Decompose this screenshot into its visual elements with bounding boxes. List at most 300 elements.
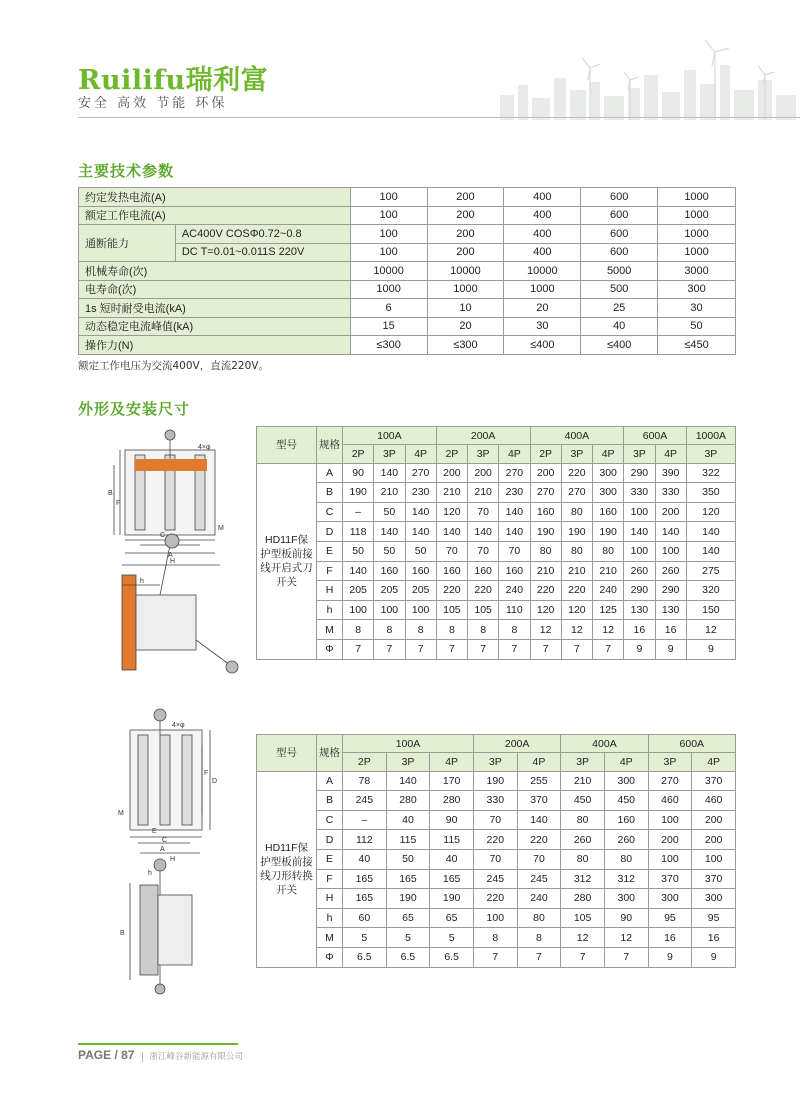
table-cell: 20 <box>427 317 504 336</box>
svg-text:B: B <box>120 930 125 937</box>
table-cell: 65 <box>386 908 430 928</box>
table-cell: ≤400 <box>581 336 658 355</box>
table-cell: 280 <box>561 889 605 909</box>
table-cell: 300 <box>604 771 648 791</box>
table-row <box>79 336 736 355</box>
table-cell: 200 <box>655 502 686 522</box>
dimension-key: h <box>317 600 343 620</box>
table-cell: 1000 <box>658 243 736 262</box>
dimension-key: H <box>317 581 343 601</box>
table-cell: 65 <box>430 908 474 928</box>
table-cell: 320 <box>686 581 735 601</box>
table-cell: 400 <box>504 243 581 262</box>
drawing-open-knife-switch <box>100 425 250 695</box>
table-cell: 240 <box>499 581 530 601</box>
table-cell: 140 <box>655 522 686 542</box>
table-cell: 190 <box>561 522 592 542</box>
row-label: 动态稳定电流峰值(kA) <box>79 317 351 336</box>
dimension-table-open-switch <box>256 426 736 660</box>
table-cell: 220 <box>473 830 517 850</box>
table-cell: 160 <box>593 502 624 522</box>
header-pole: 3P <box>648 753 692 771</box>
table-cell: 90 <box>430 810 474 830</box>
svg-text:A: A <box>160 846 165 853</box>
table-row <box>257 928 736 948</box>
table-cell: 260 <box>655 561 686 581</box>
table-cell: 220 <box>473 889 517 909</box>
table-cell: 245 <box>343 791 387 811</box>
table-cell: 3000 <box>658 262 736 281</box>
header-pole: 2P <box>436 445 467 463</box>
svg-text:h: h <box>140 578 144 585</box>
table-row <box>257 908 736 928</box>
table-cell: 370 <box>648 869 692 889</box>
table-cell: 160 <box>499 561 530 581</box>
table-cell: 7 <box>561 639 592 659</box>
table-cell: 160 <box>530 502 561 522</box>
svg-text:C: C <box>160 532 166 539</box>
table-row <box>257 600 736 620</box>
table-cell: 8 <box>343 620 374 640</box>
table-cell: 100 <box>350 206 427 225</box>
row-sublabel: AC400V COSΦ0.72~0.8 <box>175 225 350 244</box>
table-row <box>257 830 736 850</box>
table-row <box>257 581 736 601</box>
table-cell: 7 <box>436 639 467 659</box>
svg-text:M: M <box>218 525 224 532</box>
table-cell: 150 <box>686 600 735 620</box>
table-cell: 170 <box>430 771 474 791</box>
table-cell: 460 <box>648 791 692 811</box>
table-cell: 190 <box>386 889 430 909</box>
table-cell: 12 <box>530 620 561 640</box>
svg-text:H: H <box>170 558 176 565</box>
table-cell: 1000 <box>658 225 736 244</box>
dimension-key: B <box>317 483 343 503</box>
dimension-key: D <box>317 830 343 850</box>
table-cell: 80 <box>604 849 648 869</box>
table-cell: 7 <box>604 947 648 967</box>
table-cell: 8 <box>473 928 517 948</box>
table-cell: 6.5 <box>430 947 474 967</box>
table-cell: 9 <box>655 639 686 659</box>
table-row <box>79 262 736 281</box>
table-row <box>257 561 736 581</box>
table-cell: 100 <box>343 600 374 620</box>
table-cell: 9 <box>686 639 735 659</box>
table-row <box>257 639 736 659</box>
table-cell: 330 <box>473 791 517 811</box>
dimension-key: C <box>317 502 343 522</box>
table-cell: 140 <box>343 561 374 581</box>
table-cell: 90 <box>343 463 374 483</box>
table-cell: 200 <box>692 830 736 850</box>
table-cell: 10000 <box>504 262 581 281</box>
table-cell: 8 <box>436 620 467 640</box>
table-cell: 7 <box>561 947 605 967</box>
section-title-dimensions: 外形及安装尺寸 <box>78 400 191 418</box>
table-cell: 7 <box>499 639 530 659</box>
table-cell: ≤400 <box>504 336 581 355</box>
table-cell: ≤300 <box>350 336 427 355</box>
table-cell: 130 <box>624 600 655 620</box>
header-current-group: 400A <box>561 735 648 753</box>
table-cell: 450 <box>561 791 605 811</box>
model-name: HD11F保护型板前接线开启式刀开关 <box>257 463 317 659</box>
dimension-key: F <box>317 561 343 581</box>
table-cell: 205 <box>343 581 374 601</box>
table-cell: 40 <box>581 317 658 336</box>
table-row <box>257 541 736 561</box>
table-cell: 30 <box>504 317 581 336</box>
table-cell: 7 <box>468 639 499 659</box>
table-cell: 100 <box>473 908 517 928</box>
table-cell: 210 <box>468 483 499 503</box>
table-cell: 220 <box>517 830 561 850</box>
table-cell: 7 <box>405 639 436 659</box>
table-row <box>257 463 736 483</box>
dimension-key: M <box>317 620 343 640</box>
table-cell: 5 <box>430 928 474 948</box>
label-holes: 4×φ <box>198 444 211 451</box>
table-cell: 1000 <box>658 206 736 225</box>
dimension-key: H <box>317 889 343 909</box>
header-pole: 4P <box>499 445 530 463</box>
header-row <box>257 735 736 753</box>
table-cell: 280 <box>430 791 474 811</box>
table-row <box>79 206 736 225</box>
table-cell: 330 <box>624 483 655 503</box>
table-cell: 100 <box>374 600 405 620</box>
table-cell: 70 <box>517 849 561 869</box>
table-cell: 350 <box>686 483 735 503</box>
table-cell: 270 <box>530 483 561 503</box>
table-cell: 370 <box>517 791 561 811</box>
table-cell: 10000 <box>427 262 504 281</box>
table-cell: 370 <box>692 771 736 791</box>
voltage-note: 额定工作电压为交流400V，直流220V。 <box>78 360 269 372</box>
table-cell: 125 <box>593 600 624 620</box>
table-cell: 220 <box>561 463 592 483</box>
table-cell: 9 <box>624 639 655 659</box>
table-cell: 300 <box>648 889 692 909</box>
table-cell: 50 <box>343 541 374 561</box>
table-cell: 140 <box>686 541 735 561</box>
city-skyline-illustration <box>490 40 800 120</box>
table-cell: 140 <box>686 522 735 542</box>
table-cell: 190 <box>430 889 474 909</box>
header-pole: 2P <box>343 753 387 771</box>
footer-divider <box>78 1043 238 1045</box>
header-current-group: 600A <box>648 735 735 753</box>
table-cell: 245 <box>517 869 561 889</box>
header-current-group: 600A <box>624 427 687 445</box>
table-cell: 255 <box>517 771 561 791</box>
header-pole: 4P <box>405 445 436 463</box>
table-cell: 400 <box>504 225 581 244</box>
header-pole: 4P <box>604 753 648 771</box>
table-cell: 270 <box>561 483 592 503</box>
table-cell: 120 <box>561 600 592 620</box>
svg-text:D: D <box>212 778 218 785</box>
table-cell: 50 <box>405 541 436 561</box>
table-cell: 140 <box>405 522 436 542</box>
table-cell: 312 <box>561 869 605 889</box>
table-cell: 105 <box>468 600 499 620</box>
header-current-group: 100A <box>343 735 474 753</box>
table-row <box>257 620 736 640</box>
table-row <box>257 947 736 967</box>
table-cell: 245 <box>473 869 517 889</box>
table-cell: 290 <box>655 581 686 601</box>
svg-text:h: h <box>148 870 152 877</box>
table-cell: 190 <box>530 522 561 542</box>
table-cell: 400 <box>504 188 581 207</box>
tech-params-table <box>78 187 736 355</box>
table-cell: 8 <box>499 620 530 640</box>
table-cell: 200 <box>648 830 692 850</box>
table-cell: 60 <box>343 908 387 928</box>
table-cell: 275 <box>686 561 735 581</box>
page-header <box>0 0 800 120</box>
table-cell: 80 <box>561 849 605 869</box>
company-name: 浙江峰谷新能源有限公司 <box>142 1052 243 1062</box>
drawing-changeover-knife-switch <box>110 705 230 995</box>
table-cell: 12 <box>561 620 592 640</box>
table-cell: 16 <box>692 928 736 948</box>
table-cell: 160 <box>405 561 436 581</box>
table-cell: 16 <box>624 620 655 640</box>
table-cell: 80 <box>561 810 605 830</box>
header-pole: 3P <box>386 753 430 771</box>
dimension-key: M <box>317 928 343 948</box>
row-label: 操作力(N) <box>79 336 351 355</box>
dimension-key: A <box>317 771 343 791</box>
table-cell: 600 <box>581 188 658 207</box>
dimension-key: C <box>317 810 343 830</box>
table-cell: 160 <box>468 561 499 581</box>
table-cell: 100 <box>350 243 427 262</box>
table-cell: 80 <box>561 502 592 522</box>
section-title-tech-params: 主要技术参数 <box>78 162 175 180</box>
table-cell: 322 <box>686 463 735 483</box>
table-cell: 210 <box>593 561 624 581</box>
table-cell: 165 <box>343 889 387 909</box>
table-cell: 300 <box>604 889 648 909</box>
table-row <box>79 317 736 336</box>
header-divider <box>78 117 800 118</box>
table-cell: 50 <box>386 849 430 869</box>
table-cell: 95 <box>692 908 736 928</box>
header-spec: 规格 <box>317 735 343 772</box>
table-cell: 160 <box>374 561 405 581</box>
table-cell: 290 <box>624 463 655 483</box>
table-cell: 105 <box>561 908 605 928</box>
table-cell: 10 <box>427 299 504 318</box>
table-cell: 100 <box>655 541 686 561</box>
table-cell: 78 <box>343 771 387 791</box>
table-cell: 600 <box>581 206 658 225</box>
table-cell: 8 <box>374 620 405 640</box>
table-cell: 80 <box>561 541 592 561</box>
table-cell: 165 <box>430 869 474 889</box>
table-cell: 70 <box>499 541 530 561</box>
table-cell: 270 <box>499 463 530 483</box>
table-cell: 10000 <box>350 262 427 281</box>
table-cell: 600 <box>581 243 658 262</box>
row-label: 电寿命(次) <box>79 280 351 299</box>
table-cell: – <box>343 502 374 522</box>
header-pole: 3P <box>374 445 405 463</box>
table-cell: 300 <box>593 483 624 503</box>
table-row <box>257 889 736 909</box>
table-cell: 160 <box>604 810 648 830</box>
dimension-key: D <box>317 522 343 542</box>
table-cell: 6.5 <box>386 947 430 967</box>
table-cell: 200 <box>692 810 736 830</box>
table-cell: 90 <box>604 908 648 928</box>
header-pole: 3P <box>468 445 499 463</box>
table-cell: 80 <box>517 908 561 928</box>
table-cell: 140 <box>517 810 561 830</box>
table-cell: 120 <box>436 502 467 522</box>
table-cell: 1000 <box>504 280 581 299</box>
table-cell: 100 <box>624 502 655 522</box>
table-cell: 9 <box>648 947 692 967</box>
table-cell: 210 <box>561 561 592 581</box>
table-cell: 105 <box>436 600 467 620</box>
row-label: 机械寿命(次) <box>79 262 351 281</box>
table-cell: 7 <box>343 639 374 659</box>
table-cell: 450 <box>604 791 648 811</box>
table-cell: 130 <box>655 600 686 620</box>
table-cell: 220 <box>561 581 592 601</box>
table-cell: 240 <box>517 889 561 909</box>
table-cell: 40 <box>386 810 430 830</box>
table-cell: 165 <box>386 869 430 889</box>
table-cell: 200 <box>436 463 467 483</box>
table-cell: 300 <box>593 463 624 483</box>
header-pole: 4P <box>430 753 474 771</box>
table-cell: 70 <box>436 541 467 561</box>
table-cell: 300 <box>658 280 736 299</box>
dimension-key: h <box>317 908 343 928</box>
table-cell: 140 <box>405 502 436 522</box>
table-cell: 25 <box>581 299 658 318</box>
table-cell: 190 <box>473 771 517 791</box>
table-cell: 1000 <box>350 280 427 299</box>
table-cell: 40 <box>430 849 474 869</box>
table-cell: 5 <box>343 928 387 948</box>
table-cell: 50 <box>658 317 736 336</box>
table-cell: 40 <box>343 849 387 869</box>
table-cell: 260 <box>561 830 605 850</box>
table-cell: 140 <box>386 771 430 791</box>
brand-logo: Ruilifu瑞利富 <box>78 65 269 96</box>
table-cell: 115 <box>430 830 474 850</box>
table-cell: 70 <box>468 541 499 561</box>
table-cell: 280 <box>386 791 430 811</box>
table-cell: 112 <box>343 830 387 850</box>
page-number: PAGE / 87 <box>78 1048 135 1062</box>
table-cell: 5000 <box>581 262 658 281</box>
table-cell: 190 <box>593 522 624 542</box>
table-cell: 260 <box>624 561 655 581</box>
header-pole: 4P <box>517 753 561 771</box>
table-cell: 100 <box>648 810 692 830</box>
table-cell: 110 <box>499 600 530 620</box>
table-cell: 1000 <box>427 280 504 299</box>
table-cell: 120 <box>686 502 735 522</box>
table-cell: 100 <box>350 225 427 244</box>
svg-text:H: H <box>170 856 176 863</box>
table-cell: 8 <box>405 620 436 640</box>
table-cell: 300 <box>692 889 736 909</box>
table-cell: 12 <box>561 928 605 948</box>
table-cell: 7 <box>374 639 405 659</box>
table-cell: 200 <box>427 206 504 225</box>
header-spec: 规格 <box>317 427 343 464</box>
svg-text:A: A <box>168 552 173 559</box>
table-cell: 240 <box>593 581 624 601</box>
table-cell: 140 <box>468 522 499 542</box>
header-pole: 2P <box>530 445 561 463</box>
table-row <box>257 791 736 811</box>
table-cell: 8 <box>468 620 499 640</box>
table-cell: 140 <box>499 522 530 542</box>
table-cell: 6.5 <box>343 947 387 967</box>
table-cell: 260 <box>604 830 648 850</box>
svg-text:F: F <box>204 770 209 777</box>
header-pole: 4P <box>593 445 624 463</box>
table-cell: 190 <box>343 483 374 503</box>
header-current-group: 100A <box>343 427 437 445</box>
table-cell: 460 <box>692 791 736 811</box>
table-cell: 12 <box>686 620 735 640</box>
table-cell: 7 <box>593 639 624 659</box>
table-cell: 9 <box>692 947 736 967</box>
table-cell: 70 <box>473 849 517 869</box>
dimension-key: Φ <box>317 639 343 659</box>
table-cell: 220 <box>468 581 499 601</box>
header-pole: 3P <box>624 445 655 463</box>
header-model: 型号 <box>257 735 317 772</box>
header-row <box>257 427 736 445</box>
table-row <box>79 299 736 318</box>
table-cell: 270 <box>405 463 436 483</box>
table-row <box>257 810 736 830</box>
table-cell: 95 <box>648 908 692 928</box>
row-label: 1s 短时耐受电流(kA) <box>79 299 351 318</box>
table-row <box>257 483 736 503</box>
row-sublabel: DC T=0.01~0.011S 220V <box>175 243 350 262</box>
header-pole: 3P <box>473 753 517 771</box>
header-model: 型号 <box>257 427 317 464</box>
row-label: 通断能力 <box>79 225 176 262</box>
table-cell: 20 <box>504 299 581 318</box>
table-cell: 6 <box>350 299 427 318</box>
table-cell: 140 <box>436 522 467 542</box>
table-cell: 12 <box>604 928 648 948</box>
table-cell: 220 <box>436 581 467 601</box>
header-pole: 3P <box>561 753 605 771</box>
table-cell: 16 <box>655 620 686 640</box>
table-cell: 50 <box>374 541 405 561</box>
table-cell: 230 <box>499 483 530 503</box>
header-pole: 2P <box>343 445 374 463</box>
table-cell: 220 <box>530 581 561 601</box>
table-cell: 400 <box>504 206 581 225</box>
